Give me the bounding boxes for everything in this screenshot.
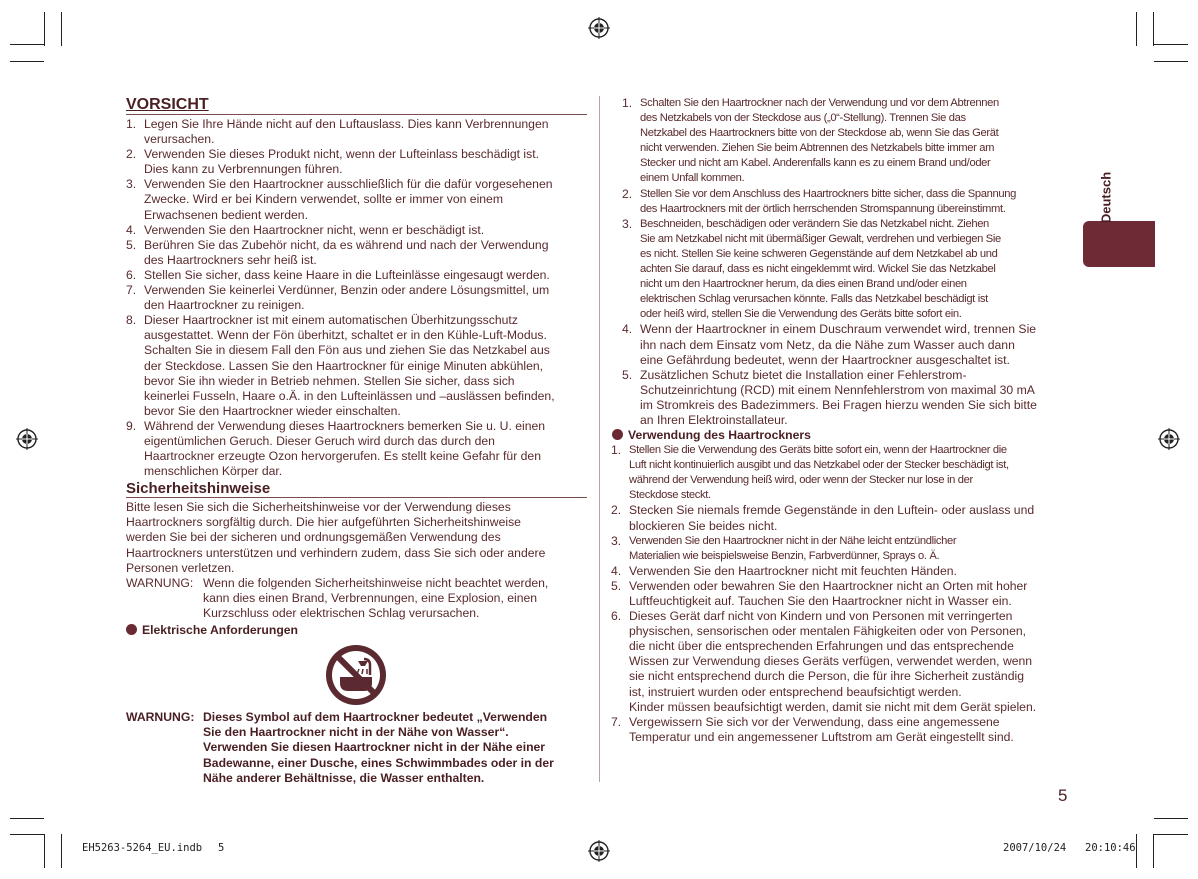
- list-item: [126, 117, 587, 147]
- list-item-line: Berühren Sie das Zubehör nicht, da es während und nach der Verwendung: [144, 237, 549, 252]
- list-item-line: achten Sie darauf, dass es nicht eingeklemmt wird. Wickel Sie das Netzkabel: [640, 263, 996, 276]
- safety-list-continued: [622, 96, 1072, 428]
- list-item-line: nicht verwenden. Ziehen Sie beim Abtrennen des Netzkabels bitte immer am: [640, 142, 995, 155]
- verwendung-label: Verwendung des Haartrockners: [628, 428, 811, 443]
- list-item-line: Verwenden Sie den Haartrockner nicht in der Nähe leicht entzündlicher: [629, 534, 957, 547]
- list-item-line: Stecker und nicht am Kabel. Anderenfalls kann es zu einem Brand und/oder: [640, 157, 991, 170]
- column-divider: [599, 96, 600, 782]
- list-item: [611, 715, 1072, 745]
- list-item-line: bevor Sie ihn wieder in Betrieb nehmen. Stellen Sie sicher, dass sich: [144, 373, 515, 388]
- list-item: [126, 177, 587, 222]
- list-item-line: sie nicht entsprechend durch die Person, die für ihre Sicherheit zuständig: [629, 669, 1024, 684]
- list-item-line: Während der Verwendung dieses Haartrockners bemerken Sie u. U. einen: [144, 418, 546, 433]
- list-item: [126, 147, 587, 177]
- list-item-line: keinerlei Fusseln, Haare o.Ä. in den Lufteinlässen und –auslässen befinden,: [144, 388, 555, 403]
- list-item-number: 9.: [126, 418, 137, 433]
- list-item-line: Luft nicht kontinuierlich ausgibt und das Netzkabel oder der Stecker beschädigt ist,: [629, 459, 1009, 472]
- list-item: [126, 268, 587, 283]
- verwendung-heading: [612, 428, 1072, 443]
- list-item: [622, 368, 1072, 428]
- list-item-number: 4.: [611, 563, 622, 578]
- crop-mark: [61, 12, 62, 46]
- list-item-number: 6.: [126, 267, 137, 282]
- text-line: kann dies einen Brand, Verbrennungen, eine Explosion, einen: [203, 590, 538, 605]
- list-item: [611, 564, 1072, 579]
- list-item-number: 2.: [622, 186, 633, 201]
- list-item-line: physischen, sensorischen oder mentalen Fähigkeiten oder von Personen,: [629, 624, 1027, 639]
- text-line: Sie den Haartrockner nicht in der Nähe von Wasser“.: [203, 725, 509, 740]
- list-item-line: ausgestattet. Wenn der Fön überhitzt, schaltet er in den Kühle-Luft-Modus.: [144, 328, 547, 343]
- list-item-number: 1.: [126, 117, 137, 131]
- list-item-number: 8.: [126, 313, 137, 328]
- crop-mark: [1136, 834, 1137, 868]
- crop-mark: [44, 834, 45, 868]
- list-item-line: es nicht. Stellen Sie keine schweren Gegenstände auf dem Netzkabel ab und: [640, 247, 998, 260]
- left-column: [126, 96, 587, 786]
- list-item-line: Wenn der Haartrockner in einem Duschraum verwendet wird, trennen Sie: [640, 322, 1037, 337]
- sicherheitshinweise-intro: [126, 500, 587, 575]
- list-item-line: Stellen Sie die Verwendung des Geräts bitte sofort ein, wenn der Haartrockner die: [629, 444, 1007, 457]
- list-item-line: Schalten Sie in diesem Fall den Fön aus und ziehen Sie das Netzkabel aus: [144, 343, 550, 358]
- list-item-line: des Haartrockners mit der örtlich herrschenden Stromspannung übereinstimmt.: [640, 202, 1006, 215]
- registration-mark-icon: [588, 17, 610, 39]
- list-item-number: 5.: [622, 367, 633, 382]
- text-line: Haartrockners sorgfältig durch. Die hier aufgeführten Sicherheitshinweise: [126, 515, 521, 530]
- list-item-number: 3.: [622, 216, 633, 231]
- list-item-line: Schalten Sie den Haartrockner nach der Verwendung und vor dem Abtrennen: [640, 97, 999, 109]
- crop-mark: [1154, 834, 1188, 835]
- warnung-text: [203, 576, 548, 621]
- crop-mark: [1154, 818, 1188, 819]
- right-column: [611, 96, 1072, 745]
- crop-mark: [1154, 44, 1188, 45]
- list-item-line: Verwenden Sie dieses Produkt nicht, wenn der Lufteinlass beschädigt ist.: [144, 147, 539, 162]
- list-item-number: 3.: [611, 533, 622, 548]
- list-item-line: eine Gefährdung bedeutet, wenn der Haartrockner ausgeschaltet ist.: [640, 352, 1010, 367]
- list-item-line: Dieser Haartrockner ist mit einem automatischen Überhitzungsschutz: [144, 313, 518, 328]
- warnung-block: [126, 576, 587, 621]
- text-line: Badewanne, einer Dusche, eines Schwimmbades oder in der: [203, 755, 554, 770]
- list-item-line: verursachen.: [144, 132, 215, 147]
- crop-mark: [44, 12, 45, 46]
- crop-mark: [10, 818, 44, 819]
- list-item-line: Luftfeuchtigkeit auf. Tauchen Sie den Haartrockner nicht in Wasser ein.: [629, 594, 1012, 608]
- list-item-line: Netzkabel des Haartrockners bitte von der Steckdose ab, wenn Sie das Gerät: [640, 127, 999, 140]
- warnung-symbol-block: [126, 710, 587, 786]
- warnung-label: WARNUNG:: [126, 575, 194, 590]
- list-item: [126, 223, 587, 238]
- list-item-number: 2.: [126, 147, 137, 162]
- list-item: [611, 443, 1072, 503]
- crop-mark: [61, 834, 62, 868]
- list-item-line: menschlichen Körper dar.: [144, 464, 283, 479]
- list-item-number: 1.: [622, 96, 633, 110]
- list-item-line: Dies kann zu Verbrennungen führen.: [144, 162, 343, 177]
- list-item-line: Stecken Sie niemals fremde Gegenstände in den Luftein- oder auslass und: [629, 503, 1035, 518]
- crop-mark: [1136, 12, 1137, 46]
- list-item-line: ist, instruiert wurden oder entsprechend beaufsichtigt werden.: [629, 684, 962, 699]
- list-item: [622, 217, 1072, 323]
- warnung-symbol-text: [203, 710, 554, 786]
- list-item: [611, 503, 1072, 533]
- footer-filename: EH5263-5264_EU.indb: [82, 842, 203, 854]
- list-item-line: ihn nach dem Einsatz vom Netz, da die Nähe zum Wasser auch dann: [640, 337, 1015, 352]
- list-item-line: Kinder müssen beaufsichtigt werden, damit sie nicht mit dem Gerät spielen.: [629, 699, 1037, 714]
- list-item-number: 3.: [126, 177, 137, 192]
- list-item: [126, 419, 587, 479]
- list-item: [622, 322, 1072, 367]
- list-item-line: elektrischen Schlag verursachen könnte. Falls das Netzkabel beschädigt ist: [640, 293, 988, 306]
- crop-mark: [1153, 834, 1154, 868]
- list-item-line: während der Verwendung heiß wird, oder wenn der Stecker nur lose in der: [629, 474, 973, 487]
- list-item-line: im Stromkreis des Badezimmers. Bei Fragen hierzu wenden Sie sich bitte: [640, 397, 1037, 412]
- crop-mark: [10, 44, 44, 45]
- list-item-line: Verwenden Sie den Haartrockner nicht mit feuchten Händen.: [629, 563, 957, 578]
- list-item: [622, 187, 1072, 217]
- warnung-symbol-label: WARNUNG:: [126, 710, 195, 724]
- list-item-line: Schutzeinrichtung (RCD) mit einem Nennfehlerstrom von maximal 30 mA: [640, 382, 1035, 397]
- list-item-line: Zwecke. Wird er bei Kindern verwendet, sollte er immer von einem: [144, 192, 503, 207]
- footer-time: 20:10:46: [1085, 842, 1136, 854]
- list-item-line: Stellen Sie sicher, dass keine Haare in die Lufteinlässe eingesaugt werden.: [144, 267, 550, 282]
- text-line: Haartrockners unterstützen und verhindern zudem, dass Sie sich oder andere: [126, 545, 546, 560]
- list-item-line: Zusätzlichen Schutz bietet die Installation einer Fehlerstrom-: [640, 367, 967, 382]
- crop-mark: [10, 834, 44, 835]
- list-item: [611, 579, 1072, 609]
- list-item-number: 4.: [622, 322, 633, 337]
- text-line: Verwenden Sie diesen Haartrockner nicht in der Nähe einer: [203, 740, 546, 755]
- registration-mark-icon: [1158, 428, 1180, 450]
- list-item-line: Temperatur und ein angemessener Luftstrom am Gerät eingestellt sind.: [629, 729, 1014, 744]
- language-tab-label: Deutsch: [1098, 171, 1114, 224]
- text-line: Dieses Symbol auf dem Haartrockner bedeutet „Verwenden: [203, 710, 548, 724]
- crop-mark: [1153, 12, 1154, 46]
- elektrische-anforderungen-label: Elektrische Anforderungen: [142, 623, 298, 637]
- text-line: Wenn die folgenden Sicherheitshinweise nicht beachtet werden,: [203, 575, 549, 590]
- text-line: Personen verletzen.: [126, 560, 235, 575]
- list-item-number: 4.: [126, 222, 137, 237]
- list-item: [611, 534, 1072, 564]
- symbol-area: [126, 638, 587, 710]
- list-item: [126, 283, 587, 313]
- footer-date: 2007/10/24: [1003, 842, 1067, 854]
- list-item-number: 7.: [126, 283, 137, 298]
- bullet-dot-icon: [126, 624, 137, 635]
- elektrische-anforderungen-heading: [126, 623, 587, 638]
- sicherheitshinweise-heading: Sicherheitshinweise: [126, 480, 587, 498]
- list-item-number: 1.: [611, 443, 622, 458]
- list-item-line: Legen Sie Ihre Hände nicht auf den Luftauslass. Dies kann Verbrennungen: [144, 117, 549, 131]
- list-item-line: oder heiß wird, stellen Sie die Verwendung des Geräts bitte sofort ein.: [640, 308, 962, 321]
- list-item-line: nicht um den Haartrockner herum, da dies einen Brand und/oder einen: [640, 278, 967, 291]
- no-water-near-hairdryer-icon: [324, 643, 388, 707]
- list-item-line: bevor Sie den Haartrockner wieder einschalten.: [144, 403, 401, 418]
- language-tab: [1083, 221, 1155, 267]
- list-item-line: einem Unfall kommen.: [640, 172, 745, 185]
- list-item-line: Stellen Sie vor dem Anschluss des Haartrockners bitte sicher, dass die Spannung: [640, 187, 1016, 200]
- crop-mark: [10, 61, 44, 62]
- text-line: Bitte lesen Sie sich die Sicherheitshinweise vor der Verwendung dieses: [126, 500, 511, 515]
- list-item: [611, 609, 1072, 715]
- bullet-dot-icon: [612, 429, 623, 440]
- list-item: [126, 238, 587, 268]
- text-line: werden Sie bei der sicheren und ordnungsgemäßen Verwendung des: [126, 530, 501, 545]
- list-item-line: Verwenden Sie den Haartrockner nicht, wenn er beschädigt ist.: [144, 222, 485, 237]
- text-line: Kurzschluss oder elektrischen Schlag verursachen.: [203, 605, 480, 620]
- vorsicht-heading: VORSICHT: [126, 96, 587, 115]
- list-item-line: Verwenden oder bewahren Sie den Haartrockner nicht an Orten mit hoher: [629, 578, 1028, 593]
- page-number: 5: [1058, 786, 1068, 805]
- registration-mark-icon: [16, 428, 38, 450]
- list-item-line: Beschneiden, beschädigen oder verändern Sie das Netzkabel nicht. Ziehen: [640, 217, 989, 230]
- list-item-line: blockieren Sie beides nicht.: [629, 518, 778, 533]
- list-item-line: an Ihren Elektroinstallateur.: [640, 412, 788, 427]
- list-item: [126, 313, 587, 419]
- list-item-line: Verwenden Sie den Haartrockner ausschließlich für die dafür vorgesehenen: [144, 177, 553, 192]
- list-item-number: 5.: [611, 578, 622, 593]
- list-item-line: Wissen zur Verwendung dieses Geräts verfügen, verwendet werden, wenn: [629, 654, 1033, 669]
- list-item-line: Steckdose steckt.: [629, 489, 711, 502]
- list-item-number: 6.: [611, 609, 622, 624]
- list-item-number: 5.: [126, 237, 137, 252]
- verwendung-list: [611, 443, 1072, 745]
- list-item-line: Verwenden Sie keinerlei Verdünner, Benzin oder andere Lösungsmittel, um: [144, 283, 550, 298]
- list-item-line: der Steckdose. Lassen Sie den Haartrockner für einige Minuten abkühlen,: [144, 358, 544, 373]
- list-item-line: Erwachsenen bedient werden.: [144, 207, 308, 222]
- list-item-line: Haartrockner erzeugte Ozon hervorgerufen. Es stellt keine Gefahr für den: [144, 449, 541, 464]
- list-item-number: 7.: [611, 714, 622, 729]
- list-item-line: eigentümlichen Geruch. Dieser Geruch wird durch das durch den: [144, 433, 495, 448]
- list-item-line: des Haartrockners sehr heiß ist.: [144, 252, 317, 267]
- list-item-line: des Netzkabels von der Steckdose aus („0“-Stellung). Trennen Sie das: [640, 112, 966, 125]
- registration-mark-icon: [588, 840, 610, 862]
- vorsicht-list: [126, 117, 587, 479]
- list-item-line: Materialien wie beispielsweise Benzin, Farbverdünner, Sprays o. Ä.: [629, 549, 940, 562]
- footer-page: 5: [218, 842, 225, 854]
- list-item-number: 2.: [611, 503, 622, 518]
- list-item-line: Sie am Netzkabel nicht mit übermäßiger Gewalt, verdrehen und verbiegen Sie: [640, 232, 1001, 245]
- crop-mark: [1154, 61, 1188, 62]
- list-item-line: Vergewissern Sie sich vor der Verwendung, dass eine angemessene: [629, 714, 1000, 729]
- text-line: Nähe anderer Behältnisse, die Wasser enthalten.: [203, 770, 485, 785]
- list-item-line: Dieses Gerät darf nicht von Kindern und von Personen mit verringerten: [629, 609, 1013, 624]
- list-item-line: den Haartrockner zu reinigen.: [144, 298, 305, 313]
- list-item-line: die nicht über die entsprechenden Erfahrungen und das entsprechende: [629, 639, 1014, 654]
- list-item: [622, 96, 1072, 187]
